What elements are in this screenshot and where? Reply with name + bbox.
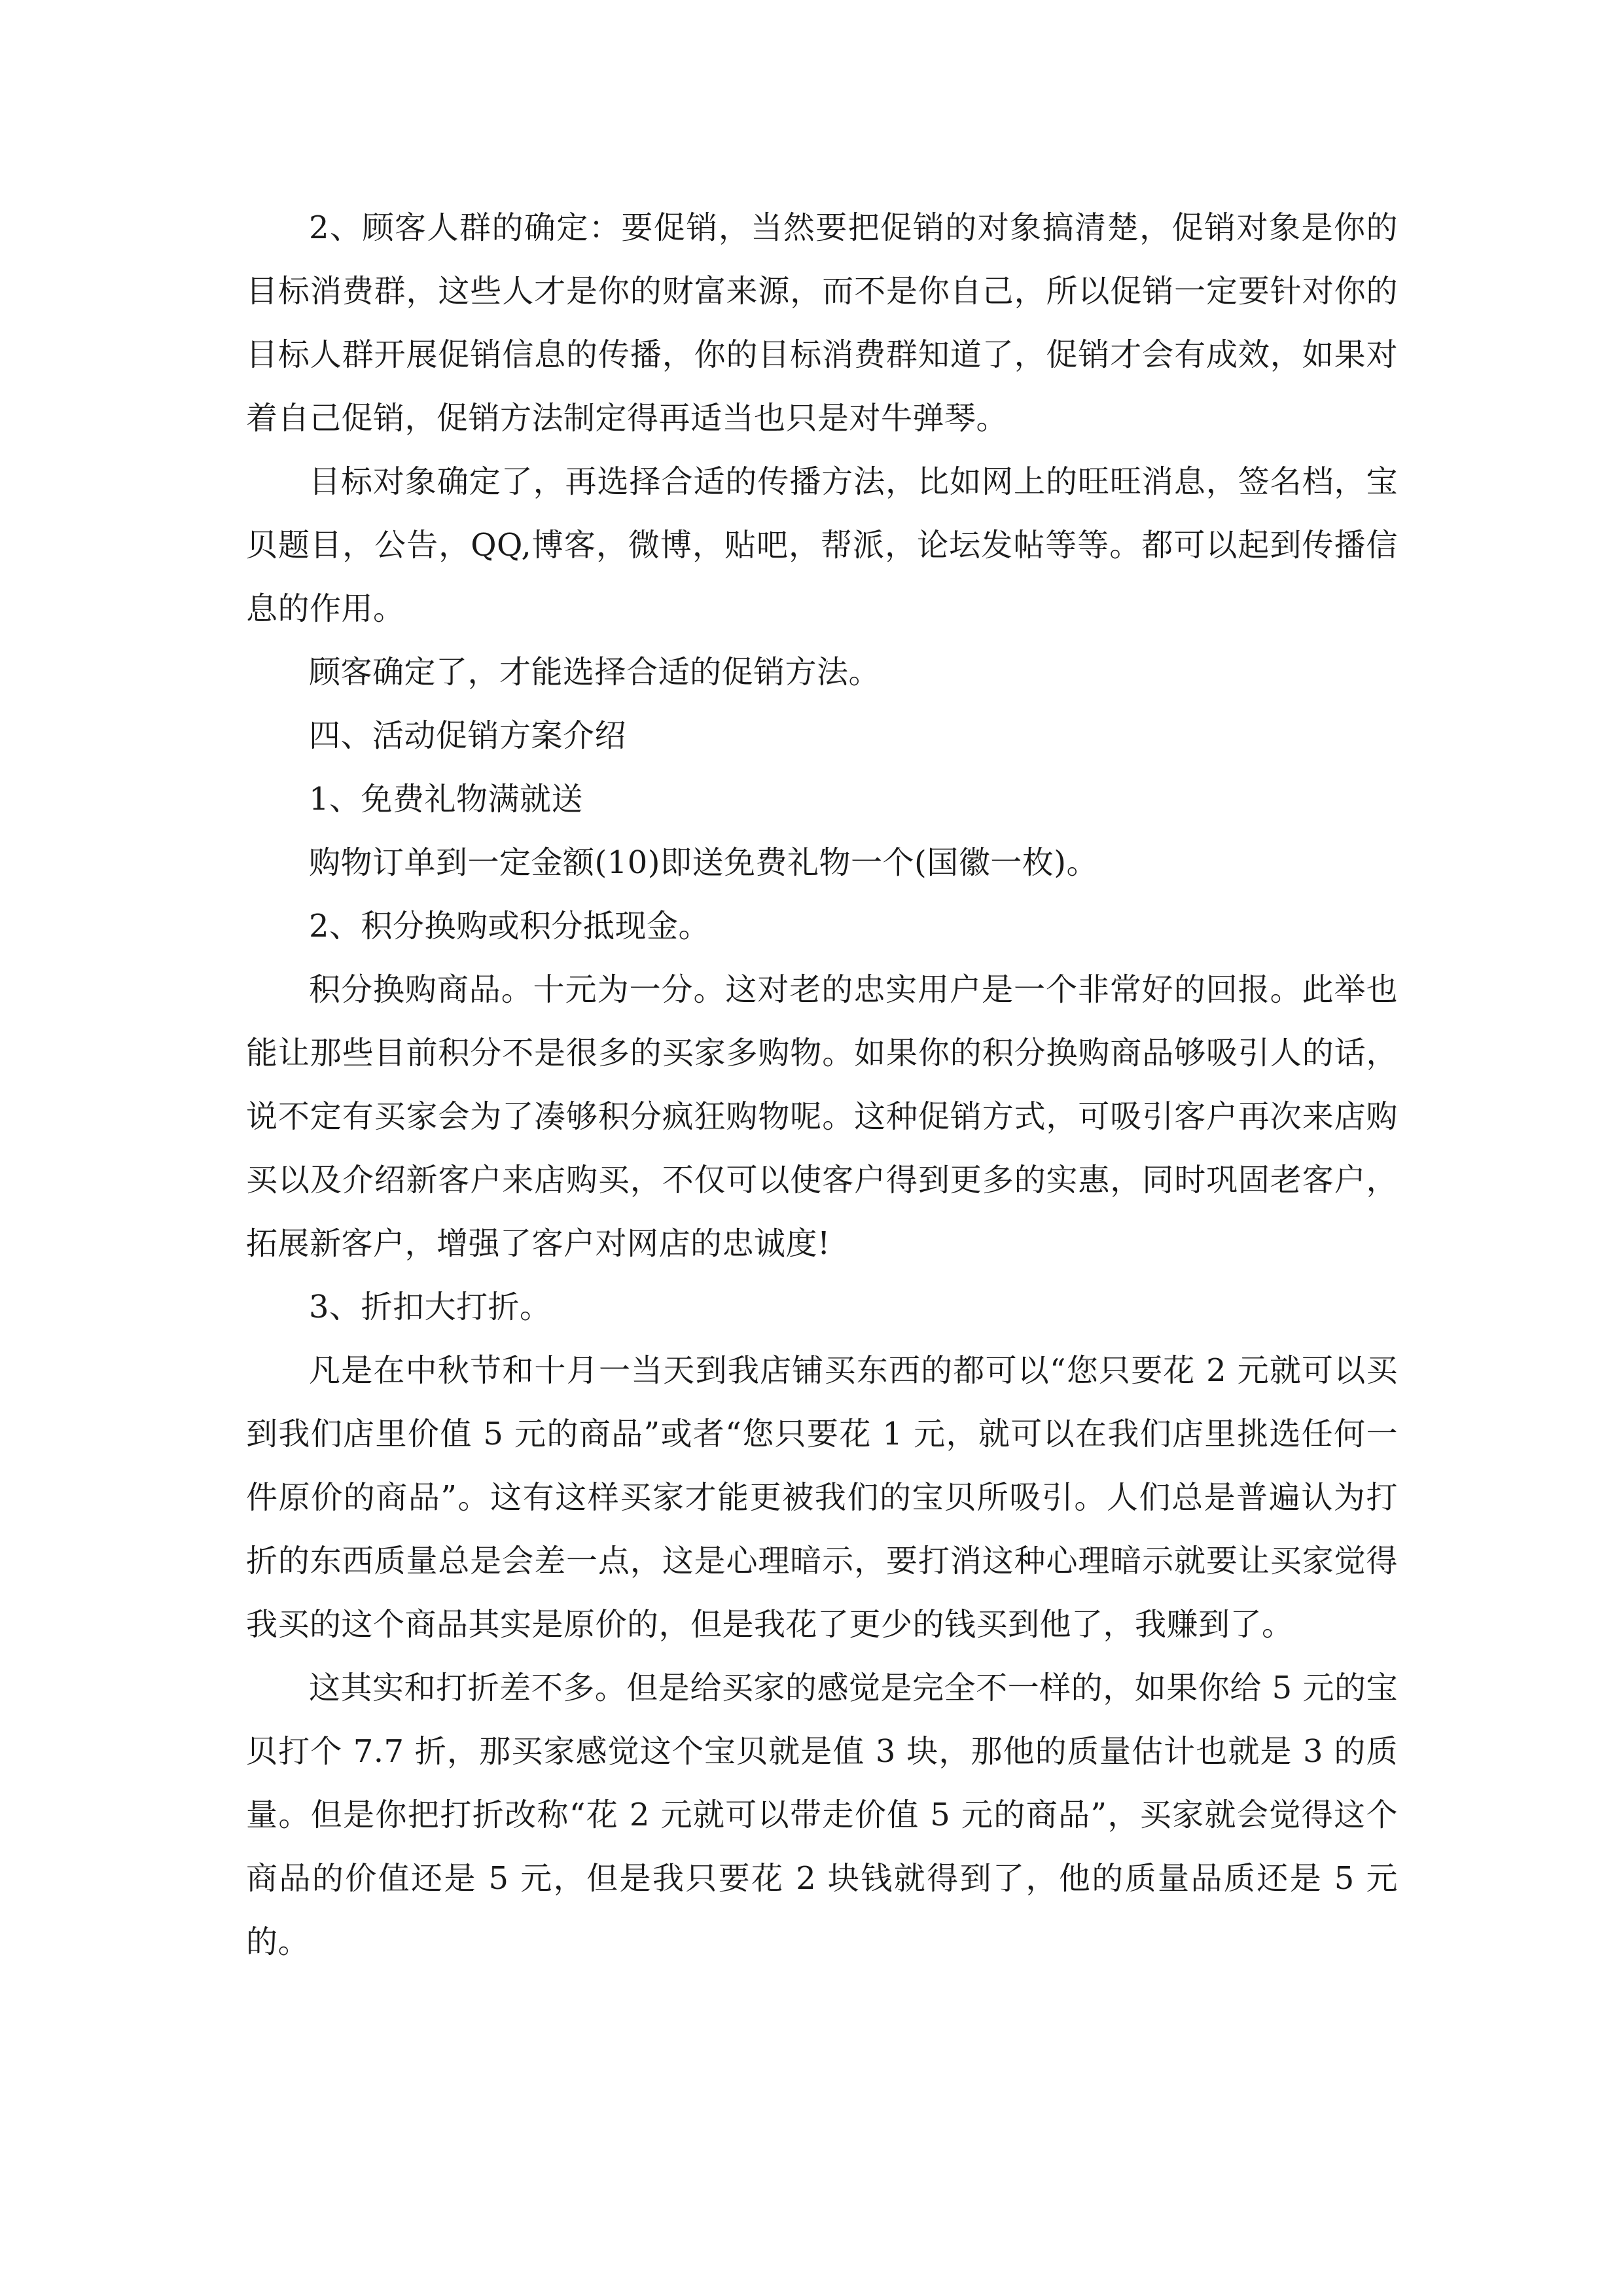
heading-points: 2、积分换购或积分抵现金。 [309, 908, 711, 944]
document-body [246, 196, 1398, 1974]
paragraph-free-gift: 购物订单到一定金额(10)即送免费礼物一个(国徽一枚)。 [309, 844, 1098, 881]
paragraph-points: 积分换购商品。十元为一分。这对老的忠实用户是一个非常好的回报。此举也能让那些目前积分不是很多的买家多购物。如果你的积分换购商品够吸引人的话，说不定有买家会为了凑够积分疯狂购物呢。这种促销方式，可吸引客户再次来店购买以及介绍新客户来店购买，不仅可以使客户得到更多的实惠，同时巩固老客户，拓展新客户，增强了客户对网店的忠诚度! [246, 971, 1398, 1262]
paragraph-discount-explained: 这其实和打折差不多。但是给买家的感觉是完全不一样的，如果你给 5 元的宝贝打个 7.7 折，那买家感觉这个宝贝就是值 3 块，那他的质量估计也就是 3 的质量。但是你把打折改称“花 2 元就可以带走价值 5 元的商品”，买家就会觉得这个商品的价值还是 5 元，但是我只要花 2 块钱就得到了，他的质量品质还是 5 元的。 [246, 1670, 1398, 1960]
heading-section-four: 四、活动促销方案介绍 [309, 717, 627, 754]
heading-discount: 3、折扣大打折。 [309, 1289, 552, 1325]
paragraph-channels: 目标对象确定了，再选择合适的传播方法，比如网上的旺旺消息，签名档，宝贝题目，公告，QQ,博客，微博，贴吧，帮派，论坛发帖等等。都可以起到传播信息的作用。 [246, 463, 1398, 627]
paragraph-discount: 凡是在中秋节和十月一当天到我店铺买东西的都可以“您只要花 2 元就可以买到我们店里价值 5 元的商品”或者“您只要花 1 元，就可以在我们店里挑选任何一件原价的商品”。这有这样买家才能更被我们的宝贝所吸引。人们总是普遍认为打折的东西质量总是会差一点，这是心理暗示，要打消这种心理暗示就要让买家觉得我买的这个商品其实是原价的，但是我花了更少的钱买到他了，我赚到了。 [246, 1352, 1398, 1643]
paragraph-customer-confirmed: 顾客确定了，才能选择合适的促销方法。 [309, 654, 881, 691]
heading-free-gift: 1、免费礼物满就送 [309, 781, 584, 817]
paragraph-customer-targeting: 2、顾客人群的确定：要促销，当然要把促销的对象搞清楚，促销对象是你的目标消费群，这些人才是你的财富来源，而不是你自己，所以促销一定要针对你的目标人群开展促销信息的传播，你的目标消费群知道了，促销才会有成效，如果对着自己促销，促销方法制定得再适当也只是对牛弹琴。 [246, 209, 1398, 437]
